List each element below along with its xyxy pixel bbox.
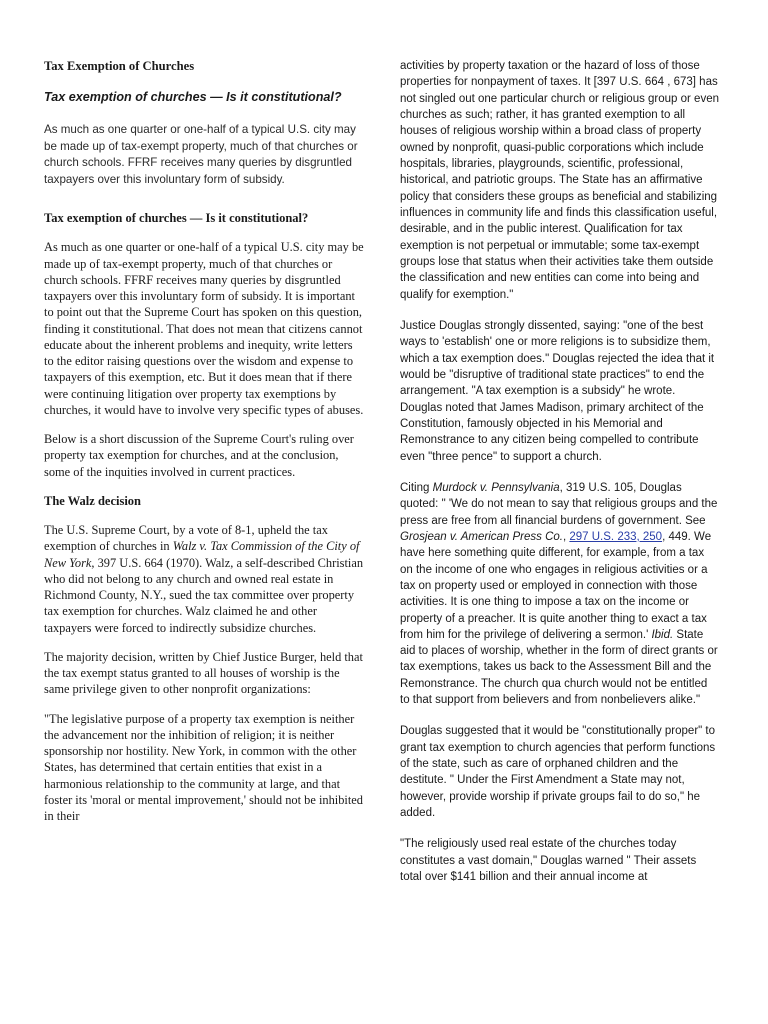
paragraph-douglas-suggestion: Douglas suggested that it would be "constitutionally proper" to grant tax exemption to church agencies that perform functions of the state, such as care of orphaned children and the destitute. " Under the First Amendment a State may not, however, provide worship if private groups fail to do so," he added.: [400, 725, 716, 820]
case-name-walz: Walz v. Tax Commission of the City of New York: [44, 539, 360, 570]
paragraph-legislative-purpose-quote: "The legislative purpose of a property tax exemption is neither the advancement nor the inhibition of religion; it is neither sponsorship nor hostility. New York, in common with the other States, has determined that certain entities that exist in a harmonious relationship to the community at large, and that foster its 'moral or mental improvement,' should not be inhibited in their: [44, 711, 363, 824]
paragraph-majority-decision: The majority decision, written by Chief Justice Burger, held that the tax exempt status granted to all houses of worship is the same privilege given to other nonprofit organizations:: [44, 649, 363, 697]
paragraph-walz-case: [44, 522, 364, 636]
walz-text-pre: The U.S. Supreme Court, by a vote of 8-1, upheld the tax exemption of churches in: [44, 523, 328, 554]
citation-link-297-us-233[interactable]: 297 U.S. 233, 250: [569, 530, 663, 543]
paragraph-murdock-citation: [400, 480, 720, 709]
paragraph-discussion-intro: Below is a short discussion of the Supreme Court's ruling over property tax exemption for churches, and at the conclusion, some of the inquities involved in current practices.: [44, 432, 354, 479]
right-column: [400, 58, 720, 1004]
paragraph-quote-continued: activities by property taxation or the hazard of loss of those properties for nonpayment of taxes. It [397 U.S. 664 , 673] has not singled out one particular church or religious group or even churches as such; rather, it has granted exemption to all houses of religious worship within a broad class of property owned by nonprofit, quasi-public corporations which include hospitals, libraries, playgrounds, scientific, professional, historical, and patriotic groups. The State has an affirmative policy that considers these groups as beneficial and stabilizing influences in community life and finds this classification useful, desirable, and in the public interest. Qualification for tax exemption is not perpetual or immutable; some tax-exempt groups lose that status when their activities take them outside the classification and new entities can come into being and qualify for exemption.": [400, 60, 719, 301]
section-heading-constitutional: Tax exemption of churches — Is it constitutional?: [44, 211, 309, 226]
case-name-murdock: Murdock v. Pennsylvania: [432, 481, 560, 494]
paragraph-douglas-dissent: Justice Douglas strongly dissented, saying: "one of the best ways to 'establish' one or more religions is to subsidize them, which a tax exemption does." Douglas rejected the idea that it would be "disruptive of traditional state practices" to end the arrangement. "A tax exemption is a subsidy" he wrote. Douglas noted that James Madison, primary architect of the Constitution, famously objected in his Memorial and Remonstrance to any citizen being compelled to contribute even "three pence" to support a church.: [400, 319, 715, 463]
murdock-text-mid3: , 449. We have here something quite different, for example, from a tax on the income of one who engages in religious activities or a tax on property used or employed in connection with those activities. It is one thing to impose a tax on the income or property of a preacher. It is quite another thing to exact a tax from him for the privilege of delivering a sermon.': [400, 530, 712, 641]
grosjean-text-mid: ,: [562, 530, 570, 543]
murdock-text-mid1: , 319 U.S. 105, Douglas quoted: " 'We do not mean to say that religious groups and the press are free from all financial burdens of government. See: [400, 481, 718, 527]
paragraph-real-estate-domain: "The religiously used real estate of the churches today constitutes a vast domain," Douglas warned " Their assets total over $141 billion and their annual income at: [400, 838, 697, 884]
two-column-layout: [44, 58, 724, 1004]
left-column: [44, 58, 364, 1004]
section-heading-walz: The Walz decision: [44, 493, 142, 508]
document-intro: As much as one quarter or one-half of a typical U.S. city may be made up of tax-exempt property, much of that churches or church schools. FFRF receives many queries by disgruntled taxpayers over this involuntary form of subsidy.: [44, 123, 358, 186]
case-name-ibid: Ibid.: [651, 628, 674, 641]
document-title: Tax Exemption of Churches: [44, 59, 195, 73]
document-subtitle: Tax exemption of churches — Is it constitutional?: [44, 90, 342, 105]
walz-text-post: , 397 U.S. 664 (1970). Walz, a self-described Christian who did not belong to any church and owned real estate in Richmond County, N.Y., sued the tax committee over property tax exemption for churches. Walz claimed he and other taxpayers were forced to indirectly subsidize churches.: [44, 555, 364, 635]
murdock-text-post: State aid to places of worship, whether in the form of direct grants or tax exemptions, takes us back to the Assessment Bill and the Remonstrance. The church qua church would not be entitled to that support from believers and from nonbelievers alike.": [400, 628, 718, 707]
case-name-grosjean: Grosjean v. American Press Co.: [400, 530, 563, 543]
paragraph-overview: As much as one quarter or one-half of a typical U.S. city may be made up of tax-exempt property, much of that churches or church schools. FFRF receives many queries by disgruntled taxpayers over this involuntary form of subsidy. It is important to point out that the Supreme Court has spoken on this question, finding it constitutional. That does not mean that citizens cannot educate about the inherent problems and inequity, write letters to the editor raising questions over the wisdom and expense to taxpayers of this exemption, etc. But it does mean that if there were continuing litigation over property tax exemptions by churches, it would have to involve very specific types of abuses.: [44, 240, 364, 417]
murdock-text-pre: Citing: [400, 481, 433, 494]
